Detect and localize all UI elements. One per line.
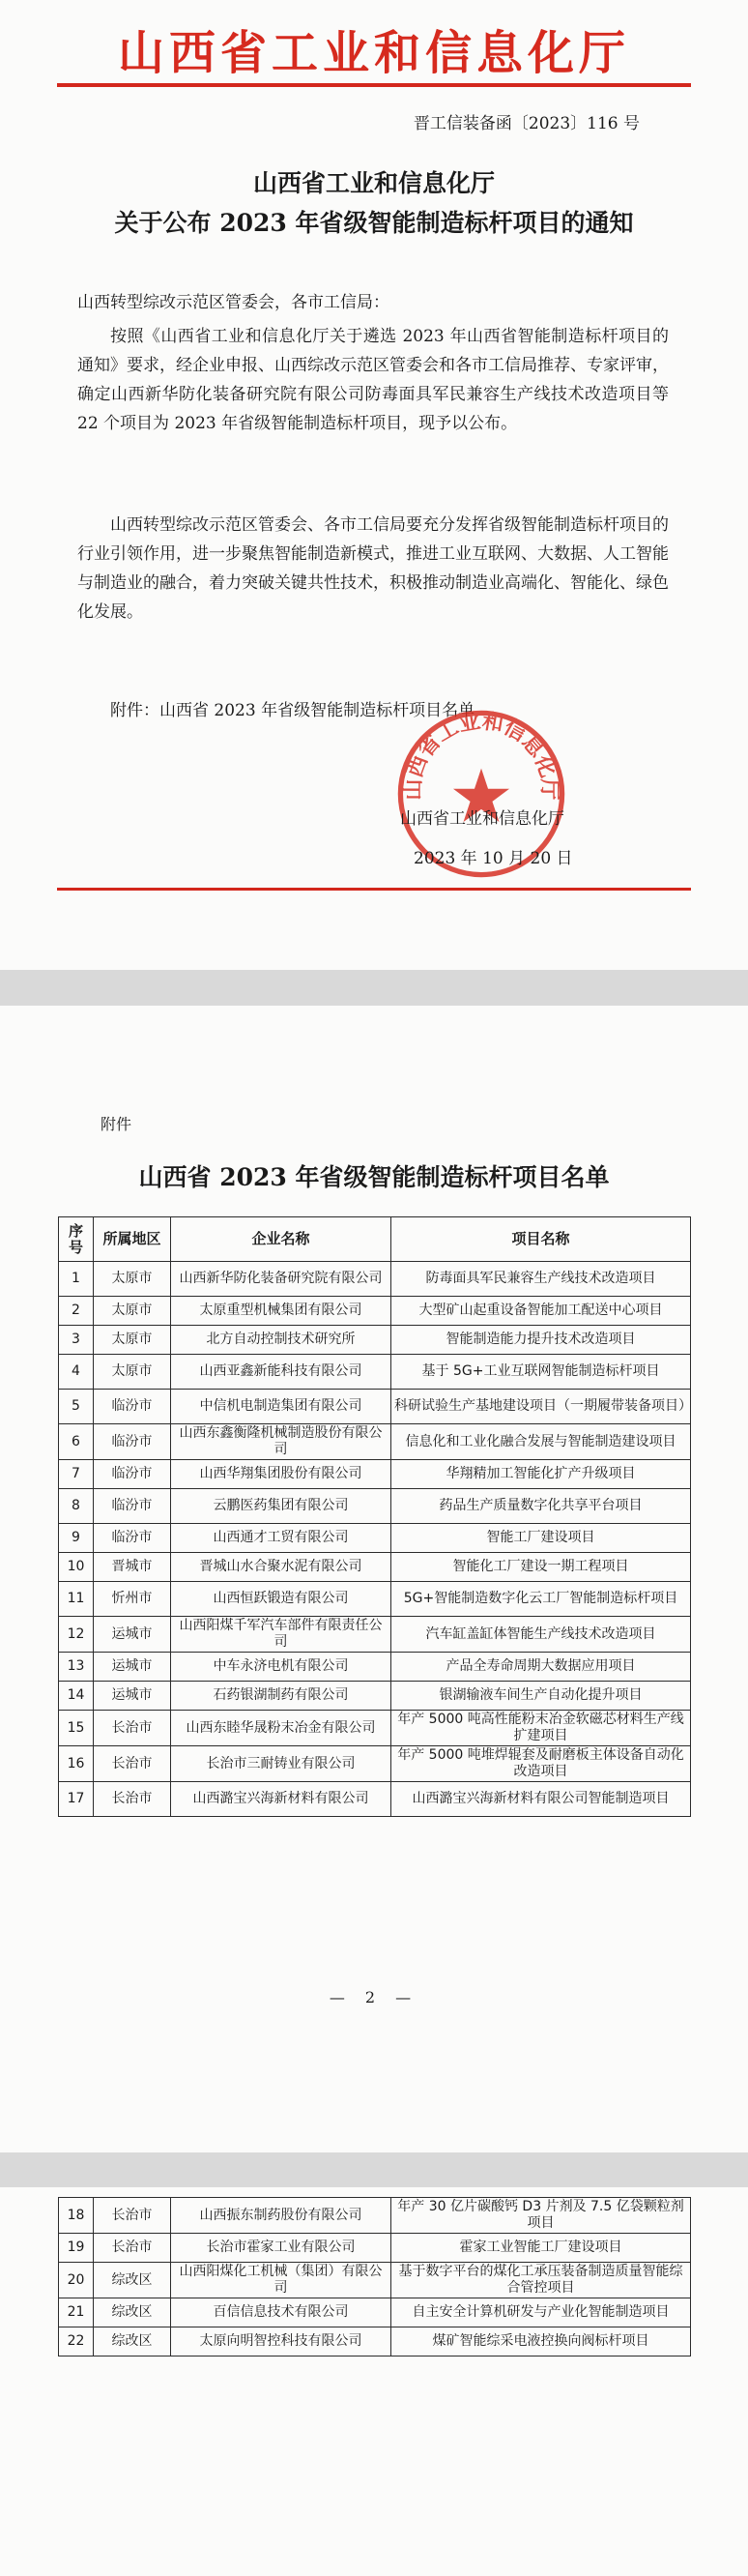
table-row: [59, 2234, 691, 2263]
row-number: 21: [59, 2298, 94, 2327]
row-enterprise: 山西振东制药股份有限公司: [171, 2198, 391, 2234]
projects-table-continued: [58, 2197, 691, 2356]
letterhead: 山西省工业和信息化厅: [117, 26, 630, 80]
row-enterprise: 晋城山水合聚水泥有限公司: [171, 1553, 391, 1582]
attachment-label: 附件: [101, 1115, 132, 1133]
notice-page: [0, 0, 748, 970]
row-project: 防毒面具军民兼容生产线技术改造项目: [391, 1262, 691, 1297]
row-number: 10: [59, 1553, 94, 1582]
table-row: [59, 2298, 691, 2327]
page-number: — 2 —: [329, 1988, 419, 2006]
row-number: 12: [59, 1617, 94, 1653]
table-row: [59, 1746, 691, 1782]
header-enterprise: 企业名称: [171, 1217, 391, 1262]
row-project: 基于 5G+工业互联网智能制造标杆项目: [391, 1355, 691, 1390]
row-number: 5: [59, 1390, 94, 1424]
notice-title-line1: 山西省工业和信息化厅: [252, 169, 495, 197]
row-region: 临汾市: [94, 1460, 171, 1489]
table-row: [59, 1524, 691, 1553]
row-number: 2: [59, 1297, 94, 1326]
table-row: [59, 1682, 691, 1711]
notice-title-line2: 关于公布 2023 年省级智能制造标杆项目的通知: [114, 209, 634, 237]
row-region: 长治市: [94, 1782, 171, 1817]
row-region: 太原市: [94, 1297, 171, 1326]
row-number: 15: [59, 1711, 94, 1746]
table-header-row: [59, 1217, 691, 1262]
row-enterprise: 百信信息技术有限公司: [171, 2298, 391, 2327]
table-row: [59, 1390, 691, 1424]
row-enterprise: 中信机电制造集团有限公司: [171, 1390, 391, 1424]
row-project: 智能工厂建设项目: [391, 1524, 691, 1553]
seal-text: 山西省工业和信息化厅: [401, 709, 561, 801]
row-region: 长治市: [94, 2198, 171, 2234]
list-title: 山西省 2023 年省级智能制造标杆项目名单: [138, 1163, 610, 1191]
row-number: 18: [59, 2198, 94, 2234]
signature-organization: 山西省工业和信息化厅: [400, 809, 564, 829]
row-project: 药品生产质量数字化共享平台项目: [391, 1489, 691, 1524]
table-row: [59, 1262, 691, 1297]
table-row: [59, 1424, 691, 1460]
row-region: 临汾市: [94, 1390, 171, 1424]
row-enterprise: 山西亚鑫新能科技有限公司: [171, 1355, 391, 1390]
row-project: 科研试验生产基地建设项目（一期履带装备项目）: [391, 1390, 691, 1424]
row-enterprise: 山西华翔集团股份有限公司: [171, 1460, 391, 1489]
row-region: 晋城市: [94, 1553, 171, 1582]
row-number: 14: [59, 1682, 94, 1711]
header-region: 所属地区: [94, 1217, 171, 1262]
row-enterprise: 云鹏医药集团有限公司: [171, 1489, 391, 1524]
table-row: [59, 1297, 691, 1326]
table-row: [59, 1460, 691, 1489]
row-number: 11: [59, 1582, 94, 1617]
row-enterprise: 山西阳煤化工机械（集团）有限公司: [171, 2263, 391, 2298]
row-enterprise: 山西恒跃锻造有限公司: [171, 1582, 391, 1617]
row-number: 16: [59, 1746, 94, 1782]
row-enterprise: 中车永济电机有限公司: [171, 1653, 391, 1682]
document-number: 晋工信装备函〔2023〕116 号: [413, 114, 640, 133]
row-region: 临汾市: [94, 1489, 171, 1524]
table-row: [59, 1553, 691, 1582]
row-project: 智能化工厂建设一期工程项目: [391, 1553, 691, 1582]
row-region: 长治市: [94, 1746, 171, 1782]
row-project: 霍家工业智能工厂建设项目: [391, 2234, 691, 2263]
row-project: 华翔精加工智能化扩产升级项目: [391, 1460, 691, 1489]
row-project: 大型矿山起重设备智能加工配送中心项目: [391, 1297, 691, 1326]
row-enterprise: 长治市霍家工业有限公司: [171, 2234, 391, 2263]
row-region: 综改区: [94, 2298, 171, 2327]
projects-table: [58, 1216, 691, 1817]
row-region: 综改区: [94, 2263, 171, 2298]
row-project: 银湖输液车间生产自动化提升项目: [391, 1682, 691, 1711]
row-project: 产品全寿命周期大数据应用项目: [391, 1653, 691, 1682]
row-project: 煤矿智能综采电液控换向阀标杆项目: [391, 2327, 691, 2356]
table-row: [59, 2263, 691, 2298]
row-number: 3: [59, 1326, 94, 1355]
row-region: 临汾市: [94, 1524, 171, 1553]
row-project: 5G+智能制造数字化云工厂智能制造标杆项目: [391, 1582, 691, 1617]
row-project: 山西潞宝兴海新材料有限公司智能制造项目: [391, 1782, 691, 1817]
row-project: 年产 5000 吨堆焊辊套及耐磨板主体设备自动化改造项目: [391, 1746, 691, 1782]
row-enterprise: 山西新华防化装备研究院有限公司: [171, 1262, 391, 1297]
header-number: 序号: [59, 1217, 94, 1262]
row-region: 综改区: [94, 2327, 171, 2356]
table-row: [59, 2198, 691, 2234]
row-region: 长治市: [94, 2234, 171, 2263]
attachment-page: [0, 1006, 748, 2152]
row-enterprise: 太原向明智控科技有限公司: [171, 2327, 391, 2356]
row-enterprise: 太原重型机械集团有限公司: [171, 1297, 391, 1326]
row-number: 4: [59, 1355, 94, 1390]
table-row: [59, 1582, 691, 1617]
table-row: [59, 1782, 691, 1817]
row-enterprise: 石药银湖制药有限公司: [171, 1682, 391, 1711]
row-region: 太原市: [94, 1355, 171, 1390]
attachment-reference: 附件：山西省 2023 年省级智能制造标杆项目名单: [110, 701, 475, 720]
row-enterprise: 山西阳煤千军汽车部件有限责任公司: [171, 1617, 391, 1653]
row-enterprise: 长治市三耐铸业有限公司: [171, 1746, 391, 1782]
body-paragraph-2: 山西转型综改示范区管委会、各市工信局要充分发挥省级智能制造标杆项目的行业引领作用，进一步聚焦智能制造新模式，推进工业互联网、大数据、人工智能与制造业的融合，着力突破关键共性技术，积极推动制造业高端化、智能化、绿色化发展。: [77, 515, 669, 622]
table-row: [59, 1489, 691, 1524]
row-project: 年产 30 亿片碳酸钙 D3 片剂及 7.5 亿袋颗粒剂项目: [391, 2198, 691, 2234]
body-paragraph-1: 按照《山西省工业和信息化厅关于遴选 2023 年山西省智能制造标杆项目的通知》要求，经企业申报、山西综改示范区管委会和各市工信局推荐、专家评审，确定山西新华防化装备研究院有限公司防毒面具军民兼容生产线技术改造项目等 22 个项目为 2023 年省级智能制造标杆项目，现予以公布。: [77, 327, 669, 433]
row-region: 长治市: [94, 1711, 171, 1746]
row-project: 基于数字平台的煤化工承压装备制造质量智能综合管控项目: [391, 2263, 691, 2298]
footer-rule: [57, 888, 691, 891]
row-region: 运城市: [94, 1617, 171, 1653]
table-row: [59, 1653, 691, 1682]
row-enterprise: 山西通才工贸有限公司: [171, 1524, 391, 1553]
row-region: 临汾市: [94, 1424, 171, 1460]
row-project: 年产 5000 吨高性能粉末冶金软磁芯材料生产线扩建项目: [391, 1711, 691, 1746]
table-row: [59, 1711, 691, 1746]
signature-date: 2023 年 10 月 20 日: [414, 849, 573, 868]
row-enterprise: 北方自动控制技术研究所: [171, 1326, 391, 1355]
row-enterprise: 山西东睦华晟粉末冶金有限公司: [171, 1711, 391, 1746]
row-region: 太原市: [94, 1262, 171, 1297]
row-number: 9: [59, 1524, 94, 1553]
row-number: 13: [59, 1653, 94, 1682]
table-row: [59, 1326, 691, 1355]
row-region: 运城市: [94, 1653, 171, 1682]
row-project: 汽车缸盖缸体智能生产线技术改造项目: [391, 1617, 691, 1653]
row-project: 智能制造能力提升技术改造项目: [391, 1326, 691, 1355]
row-region: 忻州市: [94, 1582, 171, 1617]
row-number: 19: [59, 2234, 94, 2263]
row-region: 运城市: [94, 1682, 171, 1711]
header-project: 项目名称: [391, 1217, 691, 1262]
letterhead-rule: [57, 83, 691, 87]
row-number: 22: [59, 2327, 94, 2356]
row-project: 自主安全计算机研发与产业化智能制造项目: [391, 2298, 691, 2327]
row-enterprise: 山西潞宝兴海新材料有限公司: [171, 1782, 391, 1817]
row-number: 8: [59, 1489, 94, 1524]
row-region: 太原市: [94, 1326, 171, 1355]
row-number: 6: [59, 1424, 94, 1460]
attachment-page-continued: [0, 2187, 748, 2576]
table-row: [59, 1617, 691, 1653]
row-enterprise: 山西东鑫衡隆机械制造股份有限公司: [171, 1424, 391, 1460]
row-project: 信息化和工业化融合发展与智能制造建设项目: [391, 1424, 691, 1460]
row-number: 7: [59, 1460, 94, 1489]
table-row: [59, 2327, 691, 2356]
table-row: [59, 1355, 691, 1390]
row-number: 20: [59, 2263, 94, 2298]
row-number: 17: [59, 1782, 94, 1817]
addressee: 山西转型综改示范区管委会，各市工信局：: [77, 293, 389, 312]
row-number: 1: [59, 1262, 94, 1297]
